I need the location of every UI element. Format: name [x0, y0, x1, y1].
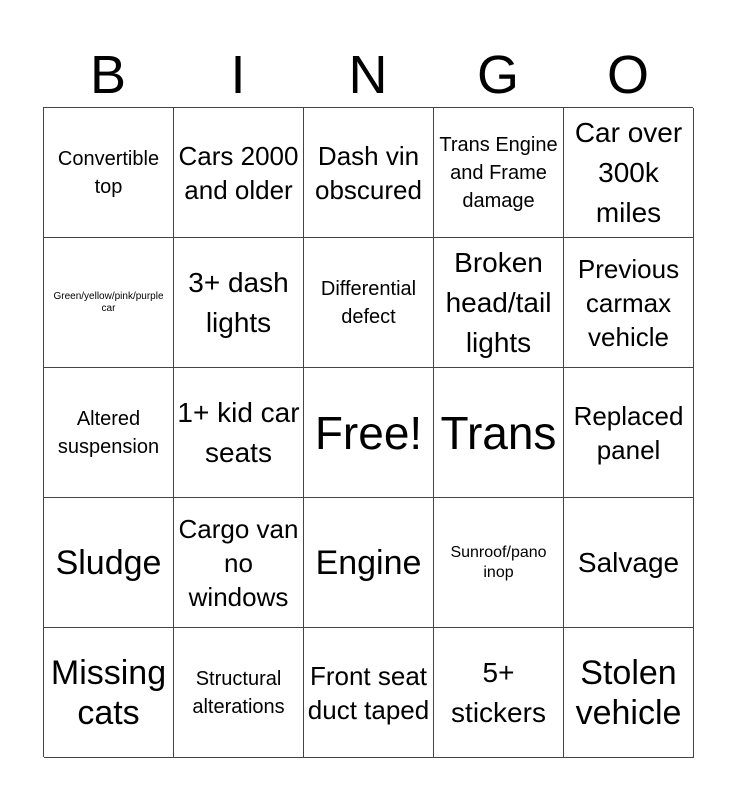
- cell-label: Structural alterations: [192, 667, 285, 718]
- cell-label: Missing cats: [50, 653, 167, 732]
- cell-label: Differential defect: [320, 277, 417, 328]
- cell-label: Sludge: [55, 543, 162, 582]
- header-letter-i: I: [230, 45, 246, 105]
- cell-label: Trans Engine and Frame damage: [439, 133, 558, 212]
- header-letter-g: G: [476, 45, 519, 105]
- cell-label: 3+ dash lights: [188, 266, 289, 338]
- bingo-cell[interactable]: [174, 108, 304, 238]
- bingo-cell[interactable]: [564, 628, 694, 758]
- cell-label: Dash vin obscured: [315, 140, 422, 205]
- bingo-cell[interactable]: [174, 238, 304, 368]
- cell-label: Green/yellow/pink/purple car: [53, 290, 164, 314]
- bingo-header: [43, 44, 693, 106]
- bingo-cell[interactable]: [174, 628, 304, 758]
- bingo-cell[interactable]: [304, 628, 434, 758]
- bingo-cell[interactable]: [564, 238, 694, 368]
- header-letter-o: O: [606, 45, 649, 105]
- cell-label: Cars 2000 and older: [178, 140, 299, 205]
- cell-label: Sunroof/pano inop: [450, 543, 547, 581]
- bingo-cell[interactable]: [44, 498, 174, 628]
- bingo-cell[interactable]: [44, 108, 174, 238]
- header-letter-b: B: [89, 45, 127, 105]
- cell-label: Convertible top: [57, 147, 160, 198]
- cell-label: Broken head/tail lights: [445, 246, 552, 358]
- bingo-cell[interactable]: [434, 368, 564, 498]
- bingo-cell[interactable]: [434, 628, 564, 758]
- cell-label: Salvage: [577, 546, 680, 578]
- bingo-cell[interactable]: [304, 108, 434, 238]
- header-letter-n: N: [348, 45, 388, 105]
- bingo-cell[interactable]: [434, 498, 564, 628]
- cell-label: Engine: [315, 543, 422, 582]
- cell-label: 5+ stickers: [451, 656, 546, 728]
- bingo-cell[interactable]: [434, 108, 564, 238]
- cell-label: Trans: [440, 406, 557, 459]
- bingo-cell[interactable]: [434, 238, 564, 368]
- bingo-cell[interactable]: [304, 498, 434, 628]
- bingo-cell[interactable]: [564, 108, 694, 238]
- bingo-cell[interactable]: [564, 368, 694, 498]
- cell-label: Altered suspension: [57, 407, 160, 458]
- free-space-label: Free!: [314, 406, 423, 459]
- cell-label: Car over 300k miles: [574, 116, 683, 228]
- cell-label: Stolen vehicle: [575, 653, 682, 732]
- bingo-board: [43, 107, 693, 757]
- bingo-cell[interactable]: [304, 238, 434, 368]
- bingo-cell[interactable]: [44, 368, 174, 498]
- bingo-cell[interactable]: [564, 498, 694, 628]
- free-space-cell[interactable]: [304, 368, 434, 498]
- bingo-cell[interactable]: [174, 368, 304, 498]
- cell-label: Replaced panel: [573, 400, 684, 465]
- cell-label: Front seat duct taped: [307, 660, 430, 725]
- bingo-cell[interactable]: [44, 628, 174, 758]
- cell-label: 1+ kid car seats: [177, 396, 300, 468]
- cell-label: Previous carmax vehicle: [577, 253, 680, 352]
- bingo-cell[interactable]: [174, 498, 304, 628]
- bingo-cell[interactable]: [44, 238, 174, 368]
- cell-label: Cargo van no windows: [178, 513, 299, 612]
